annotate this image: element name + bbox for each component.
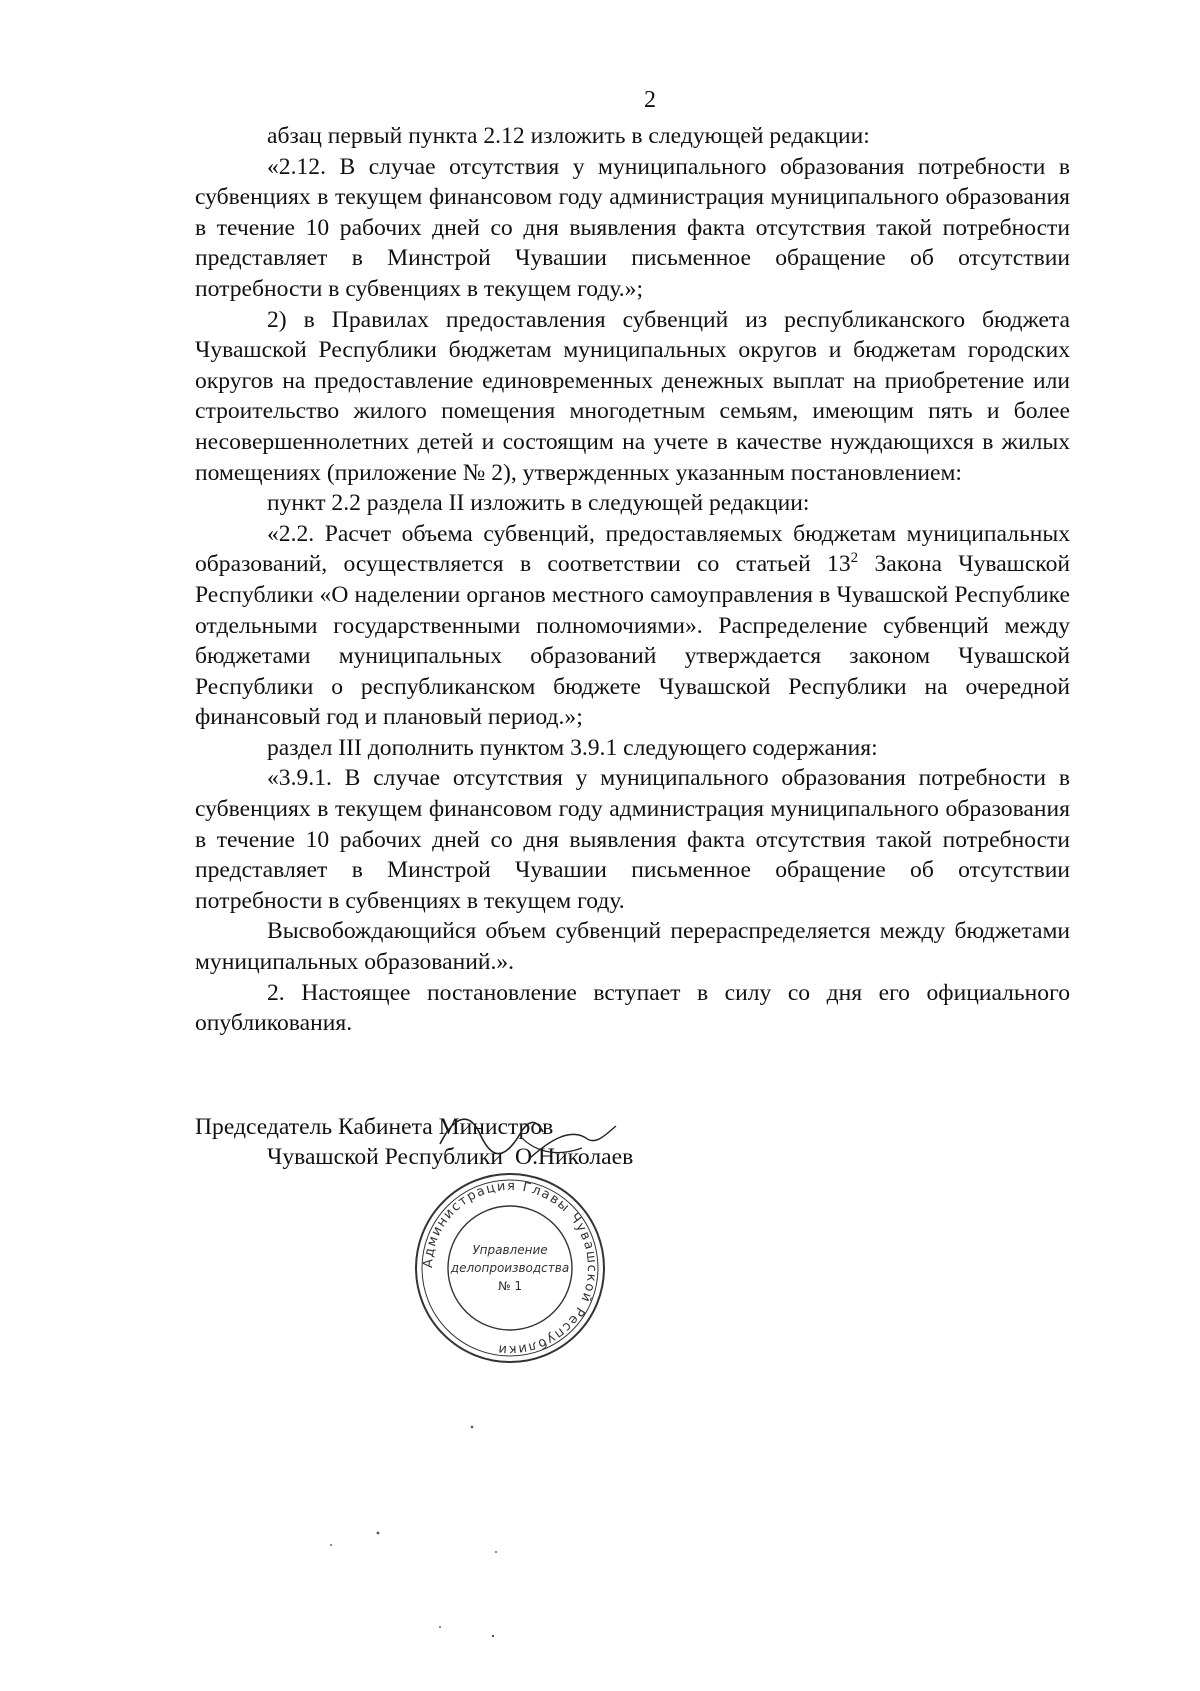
paragraph-1: абзац первый пункта 2.12 изложить в следующей редакции: — [267, 123, 870, 149]
seal-outer-text: Администрация Главы Чувашской Республики — [420, 1178, 600, 1358]
paragraph-2: «2.12. В случае отсутствия у муниципального образования потребности в субвенциях в текущем финансовом году администрация муниципального образования в течение 10 рабочих дней со дня выявления факта отсутствия такой потребности представляет в Минстрой Чувашии письменное обращение об отсутствии потребности в субвенциях в текущем году.»; — [195, 153, 1070, 302]
paragraph-9: 2. Настоящее постановление вступает в силу со дня его официального опубликования. — [195, 979, 1070, 1037]
paragraph-5-superscript: 2 — [850, 550, 859, 567]
signatory-title-line-1: Председатель Кабинета Министров — [195, 1114, 554, 1140]
page-number: 2 — [644, 87, 656, 113]
signatory-name: О.Николаев — [515, 1144, 634, 1170]
official-seal — [410, 1168, 610, 1368]
paragraph-5-text-before: «2.2. Расчет объема субвенций, предоставляемых бюджетам муниципальных образований, осуществляется в соответствии со статьей 13 — [195, 520, 1070, 578]
signature-block — [195, 1112, 633, 1172]
paragraph-7: «3.9.1. В случае отсутствия у муниципального образования потребности в субвенциях в текущем финансовом году администрация муниципального образования в течение 10 рабочих дней со дня выявления факта отсутствия такой потребности представляет в Минстрой Чувашии письменное обращение об отсутствии потребности в субвенциях в текущем году. — [195, 765, 1070, 914]
paragraph-6: раздел III дополнить пунктом 3.9.1 следующего содержания: — [267, 734, 878, 761]
paragraph-5-text-after: Закона Чувашской Республики «О наделении органов местного самоуправления в Чувашской Республике отдельными государственными полномочиями». Распределение субвенций между бюджетами муниципальных образований утверждается законом Чувашской Республики о республиканском бюджете Чувашской Республики на очередной финансовый год и плановый период.»; — [195, 551, 1070, 731]
paragraph-4: пункт 2.2 раздела II изложить в следующей редакции: — [267, 490, 810, 517]
seal-inner-line-2: делопроизводства — [450, 1261, 570, 1275]
seal-inner-line-3: № 1 — [498, 1279, 522, 1293]
document-body — [195, 121, 1070, 1039]
paragraph-3: 2) в Правилах предоставления субвенций из республиканского бюджета Чувашской Республики бюджетам муниципальных округов и бюджетам городских округов на предоставление единовременных денежных выплат на приобретение или строительство жилого помещения многодетным семьям, имеющим пять и более несовершеннолетних детей и состоящим на учете в качестве нуждающихся в жилых помещениях (приложение № 2), утвержденных указанным постановлением: — [195, 306, 1070, 486]
seal-inner-line-1: Управление — [472, 1243, 548, 1257]
paragraph-8: Высвобождающийся объем субвенций перераспределяется между бюджетами муниципальных образований.». — [195, 918, 1070, 976]
signatory-title-republic: Чувашской Республики — [267, 1144, 504, 1170]
paragraph-5 — [195, 519, 1070, 733]
